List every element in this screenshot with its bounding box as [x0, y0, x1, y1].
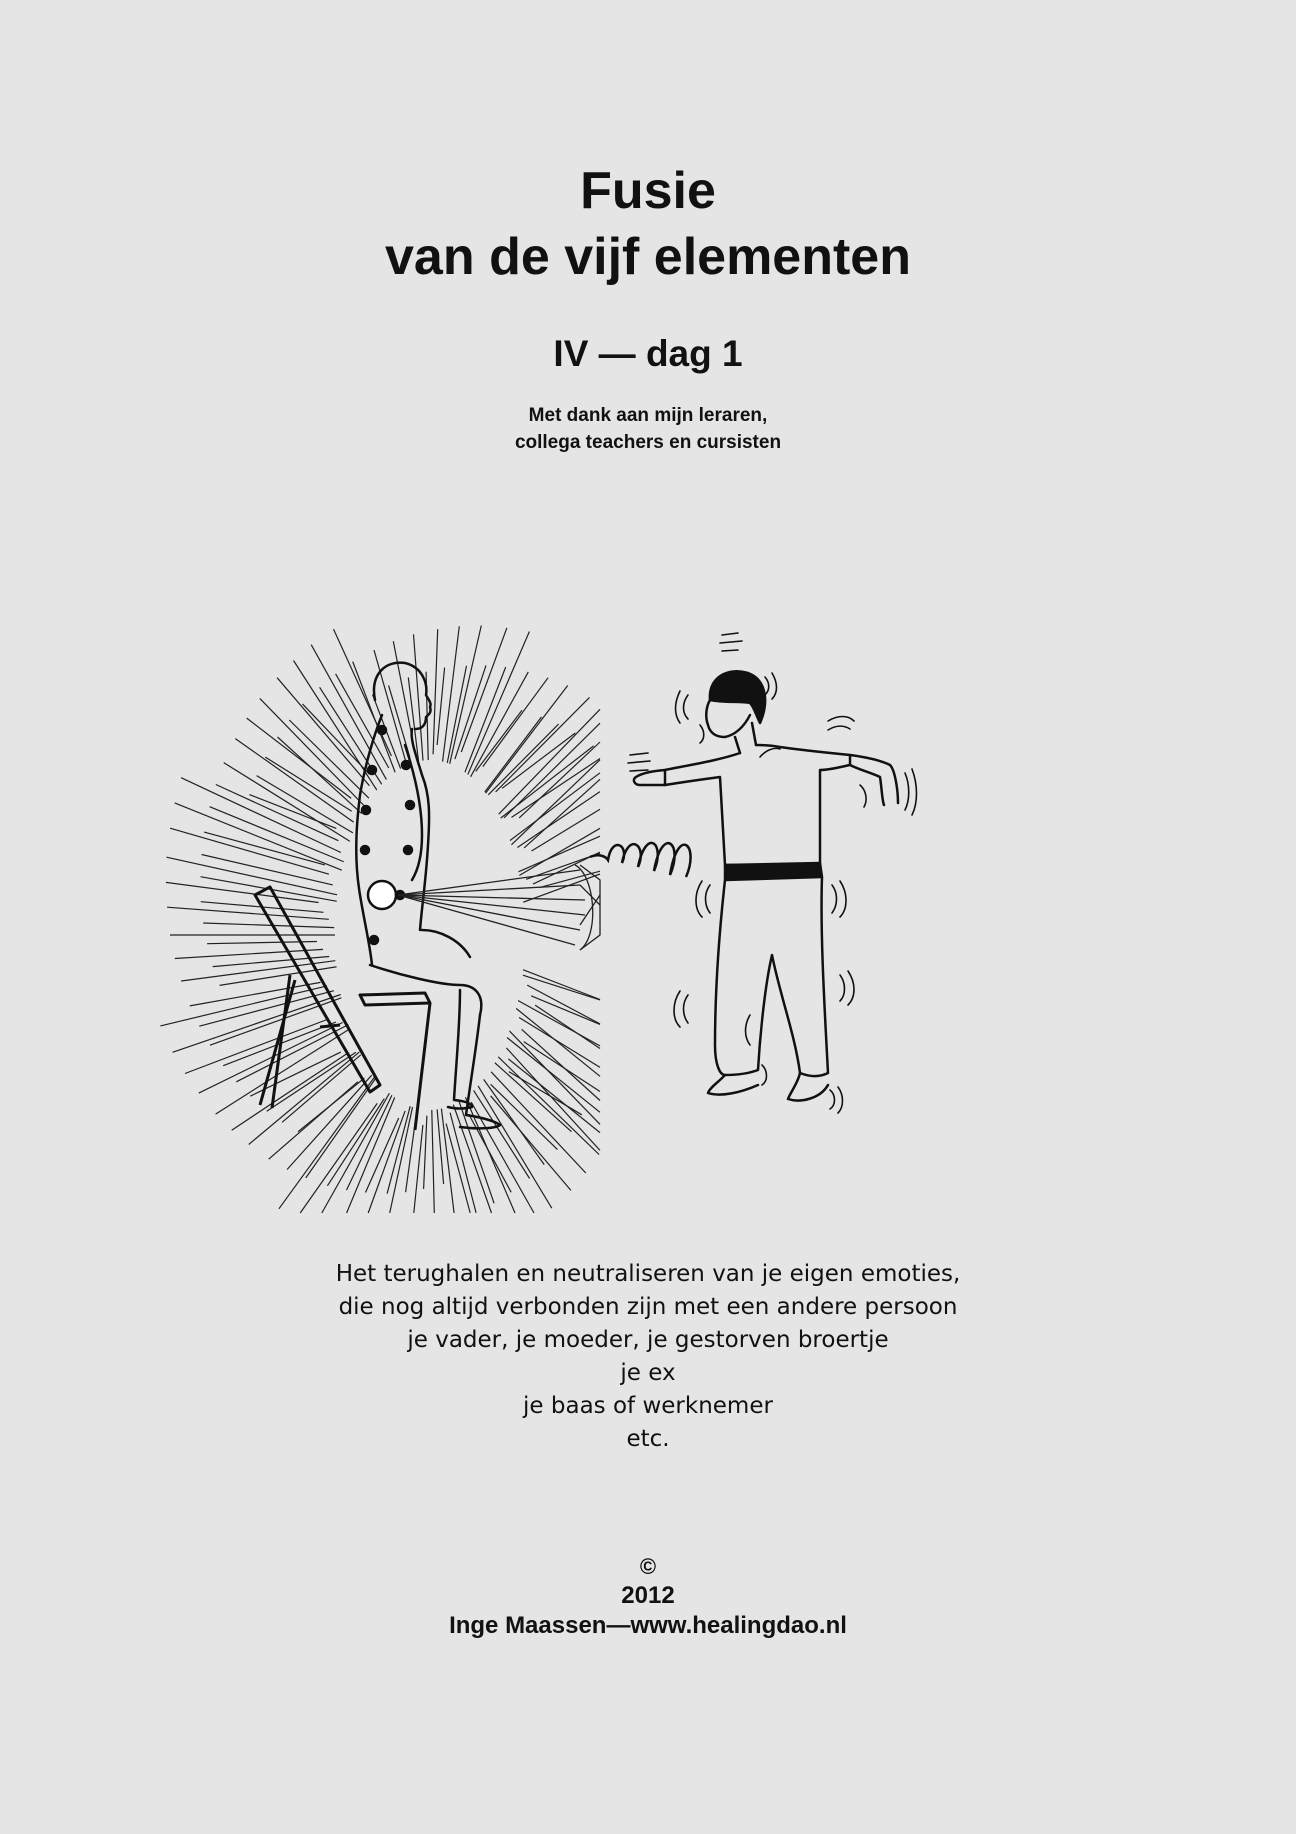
thanks-line-1: Met dank aan mijn leraren, [528, 405, 768, 426]
burst-line [531, 996, 600, 1025]
burst-line [490, 1049, 599, 1155]
description-line: die nog altijd verbonden zijn met een andere persoon [338, 1294, 958, 1320]
burst-line [424, 1116, 427, 1189]
burst-line [433, 629, 438, 754]
burst-line [527, 985, 600, 1024]
burst-line [508, 1059, 600, 1133]
burst-line [503, 773, 600, 846]
burst-line [502, 733, 575, 788]
description-line: Het terughalen en neutraliseren van je eigen emoties, [335, 1261, 961, 1287]
description-line: je vader, je moeder, je gestorven broertje [407, 1327, 889, 1353]
meditation-fusion-illustration [160, 595, 1060, 1215]
description-line: je baas of werknemer [523, 1393, 773, 1419]
burst-line [269, 1082, 358, 1160]
description-line: etc. [626, 1426, 670, 1452]
burst-line [278, 737, 371, 821]
burst-line [488, 724, 558, 795]
burst-line [506, 1048, 600, 1151]
burst-line [533, 852, 600, 884]
burst-line [505, 1036, 600, 1112]
burst-line [491, 1060, 571, 1132]
burst-line [368, 1111, 405, 1213]
burst-line [504, 723, 600, 818]
copyright-year: 2012 [621, 1582, 675, 1609]
burst-line [216, 785, 339, 841]
burst-line [437, 668, 445, 745]
burst-line [249, 795, 336, 829]
burst-line [279, 1071, 379, 1208]
thanks-line-2: collega teachers en cursisten [514, 432, 782, 453]
burst-line [224, 763, 357, 846]
burst-line [455, 665, 486, 759]
burst-line [461, 628, 507, 752]
burst-line [535, 1005, 600, 1048]
description-text [0, 1258, 1296, 1456]
burst-line [167, 907, 329, 919]
burst-line [432, 1106, 435, 1213]
burst-line [449, 626, 481, 767]
burst-line [175, 803, 348, 873]
burst-line [190, 982, 321, 1006]
burst-line [160, 986, 327, 1026]
burst-line [519, 828, 600, 875]
burst-line [496, 697, 590, 792]
burst-line [440, 626, 460, 784]
burst-line [516, 1008, 600, 1076]
burst-line [518, 968, 600, 1000]
burst-line [249, 1050, 363, 1145]
burst-line [232, 1053, 349, 1131]
burst-line [311, 645, 387, 780]
burst-line [524, 779, 600, 848]
burst-line [203, 923, 334, 928]
burst-line [481, 686, 567, 799]
burst-line [446, 1124, 470, 1214]
burst-line [175, 949, 323, 958]
standing-figure [634, 671, 898, 1100]
burst-line [519, 1018, 600, 1068]
burst-line [523, 975, 600, 1000]
subtitle: IV — dag 1 [553, 333, 743, 374]
burst-line [322, 1092, 390, 1213]
burst-line [294, 661, 386, 804]
burst-line [167, 857, 338, 895]
author-credit: Inge Maassen—www.healingdao.nl [449, 1612, 847, 1639]
burst-line [475, 1067, 544, 1165]
spiral-connection [590, 843, 691, 877]
description-line: je ex [620, 1360, 676, 1386]
burst-line [491, 1072, 586, 1173]
burst-line [199, 1023, 343, 1094]
copyright-symbol: © [639, 1554, 657, 1579]
title-line-1: Fusie [580, 162, 716, 220]
burst-line [347, 1086, 397, 1190]
burst-line [414, 1125, 423, 1213]
title-line-2: van de vijf elementen [385, 228, 911, 286]
